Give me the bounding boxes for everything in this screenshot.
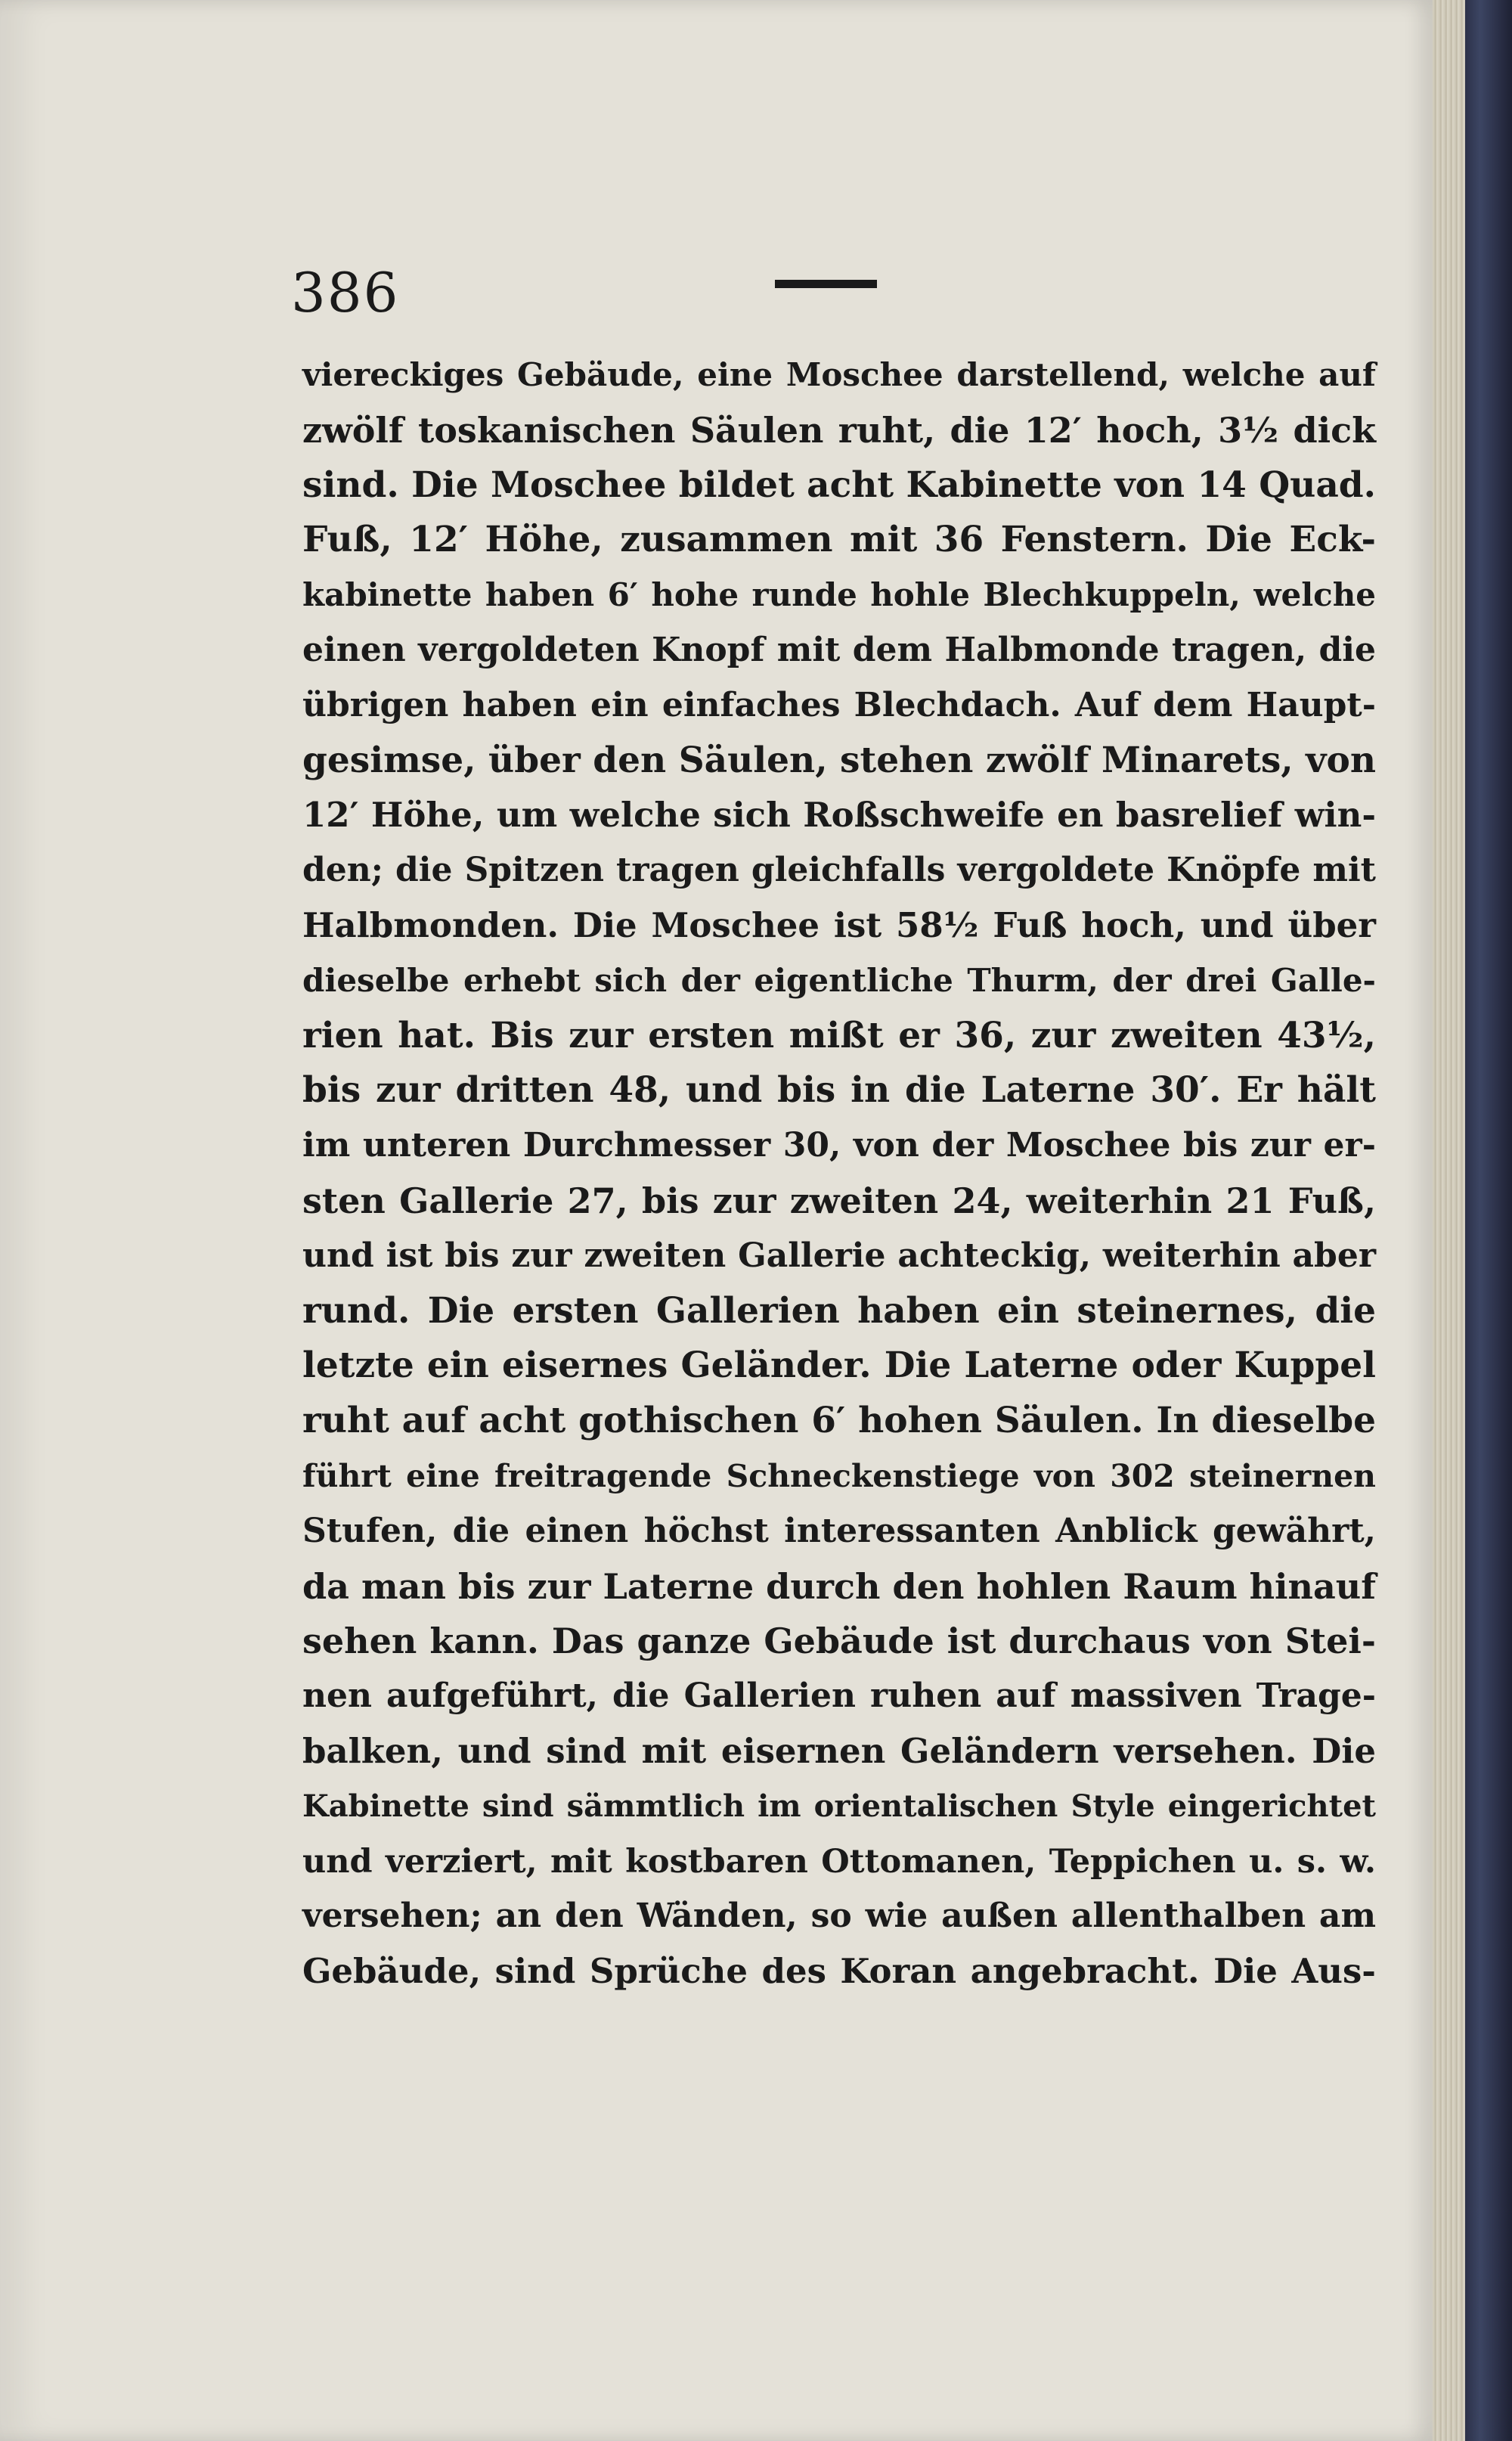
text-line: den; die Spitzen tragen gleichfalls vergoldete Knöpfe mit xyxy=(302,851,1376,890)
text-line: im unteren Durchmesser 30, von der Moschee bis zur er- xyxy=(302,1126,1376,1165)
text-line: gesimse, über den Säulen, stehen zwölf Minarets, von xyxy=(302,739,1376,781)
page-number: 386 xyxy=(291,261,400,324)
book-cover-edge xyxy=(1463,0,1512,2441)
text-line: sind. Die Moschee bildet acht Kabinette von 14 Quad. xyxy=(302,464,1377,506)
text-line: versehen; an den Wänden, so wie außen allenthalben am xyxy=(302,1897,1376,1936)
text-line: einen vergoldeten Knopf mit dem Halbmonde tragen, die xyxy=(302,630,1376,669)
header-rule xyxy=(775,280,877,288)
text-line: Fuß, 12′ Höhe, zusammen mit 36 Fenstern. Die Eck- xyxy=(302,519,1376,561)
text-line: balken, und sind mit eisernen Geländern versehen. Die xyxy=(302,1730,1376,1771)
text-line: sten Gallerie 27, bis zur zweiten 24, weiterhin 21 Fuß, xyxy=(302,1180,1376,1221)
text-line: 12′ Höhe, um welche sich Roßschweife en basrelief win- xyxy=(302,795,1376,836)
text-line: und verziert, mit kostbaren Ottomanen, Teppichen u. s. w. xyxy=(302,1842,1376,1881)
text-line: übrigen haben ein einfaches Blechdach. Auf dem Haupt- xyxy=(302,685,1376,724)
text-line: Stufen, die einen höchst interessanten Anblick gewährt, xyxy=(302,1511,1376,1550)
text-line: rien hat. Bis zur ersten mißt er 36, zur zweiten 43½, xyxy=(302,1014,1376,1056)
text-line: sehen kann. Das ganze Gebäude ist durchaus von Stei- xyxy=(302,1621,1376,1662)
text-line: ruht auf acht gothischen 6′ hohen Säulen. In dieselbe xyxy=(302,1400,1376,1442)
text-line: und ist bis zur zweiten Gallerie achteckig, weiterhin aber xyxy=(302,1236,1376,1275)
text-line: bis zur dritten 48, und bis in die Laterne 30′. Er hält xyxy=(302,1069,1376,1112)
text-line: letzte ein eisernes Geländer. Die Laterne oder Kuppel xyxy=(302,1345,1376,1387)
text-line: Halbmonden. Die Moschee ist 58½ Fuß hoch, und über xyxy=(302,904,1376,945)
text-line: kabinette haben 6′ hohe runde hohle Blechkuppeln, welche xyxy=(302,576,1376,614)
text-line: Gebäude, sind Sprüche des Koran angebracht. Die Aus- xyxy=(302,1951,1376,1992)
text-line: dieselbe erhebt sich der eigentliche Thurm, der drei Galle- xyxy=(302,961,1376,999)
text-line: Kabinette sind sämmtlich im orientalischen Style eingerichtet xyxy=(302,1788,1376,1824)
text-line: zwölf toskanischen Säulen ruht, die 12′ hoch, 3½ dick xyxy=(302,409,1376,451)
text-line: führt eine freitragende Schneckenstiege von 302 steinernen xyxy=(302,1457,1376,1494)
body-text xyxy=(302,348,1376,1999)
text-line: da man bis zur Laterne durch den hohlen Raum hinauf xyxy=(302,1565,1376,1607)
text-line: nen aufgeführt, die Gallerien ruhen auf massiven Trage- xyxy=(302,1676,1376,1716)
text-line: viereckiges Gebäude, eine Moschee darstellend, welche auf xyxy=(302,356,1376,393)
text-line: rund. Die ersten Gallerien haben ein steinernes, die xyxy=(302,1289,1376,1332)
